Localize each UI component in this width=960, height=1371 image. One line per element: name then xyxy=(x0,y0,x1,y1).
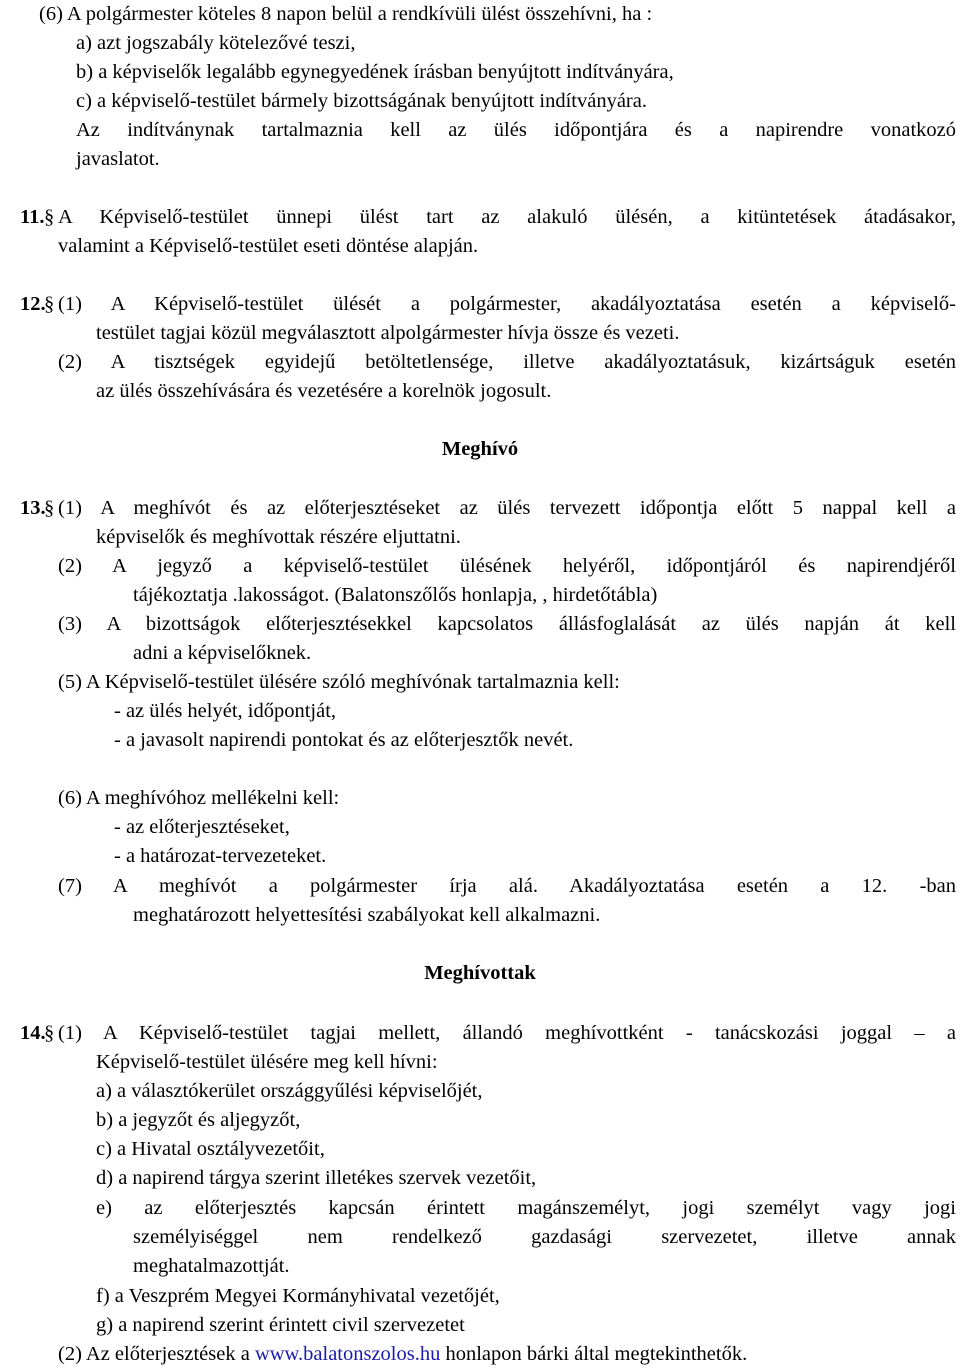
s12-p2-line-2: az ülés összehívására és vezetésére a korelnök jogosult. xyxy=(96,380,552,402)
s10-note-line-2: javaslatot. xyxy=(76,148,160,170)
s14-p1-line-1: (1) A Képviselő-testület tagjai mellett, állandó meghívottként - tanácskozási joggal – a xyxy=(58,1022,956,1044)
section-sign-13: § xyxy=(44,497,55,519)
s13-p3-line-1: (3) A bizottságok előterjesztésekkel kapcsolatos állásfoglalását az ülés napján át kell xyxy=(58,613,956,635)
s13-p6-item-1: - az előterjesztéseket, xyxy=(114,816,290,838)
s13-p1-line-1: (1) A meghívót és az előterjesztéseket az ülés tervezett időpontja előtt 5 nappal kell a xyxy=(58,497,956,519)
section-sign-11: § xyxy=(44,206,55,228)
s10-item-b: b) a képviselők legalább egynegyedének írásban benyújtott indítványára, xyxy=(76,61,674,83)
s12-p2-line-1: (2) A tisztségek egyidejű betöltetlensége, illetve akadályoztatásuk, kizártságuk esetén xyxy=(58,351,956,373)
s13-p5-item-2: - a javasolt napirendi pontokat és az előterjesztők nevét. xyxy=(114,729,574,751)
s10-line-1: (6) A polgármester köteles 8 napon belül a rendkívüli ülést összehívni, ha : xyxy=(39,3,653,25)
s14-p2 xyxy=(58,1340,747,1370)
s13-p2-line-2: tájékoztatja .lakosságot. (Balatonszőlős honlapja, , hirdetőtábla) xyxy=(133,584,658,606)
s10-item-a: a) azt jogszabály kötelezővé teszi, xyxy=(76,32,356,54)
s10-note-line-1: Az indítványnak tartalmaznia kell az ülés időpontjára és a napirendre vonatkozó xyxy=(76,119,956,141)
s13-p5-item-1: - az ülés helyét, időpontját, xyxy=(114,700,337,722)
s14-item-e-line-2: személyiséggel nem rendelkező gazdasági szervezetet, illetve annak xyxy=(133,1226,956,1248)
section-11-number: 11. xyxy=(20,206,45,228)
s12-p1-line-1: (1) A Képviselő-testület ülését a polgármester, akadályoztatása esetén a képviselő- xyxy=(58,293,956,315)
s14-item-f: f) a Veszprém Megyei Kormányhivatal vezetőjét, xyxy=(96,1285,500,1307)
s14-item-b: b) a jegyzőt és aljegyzőt, xyxy=(96,1109,301,1131)
s13-p3-line-2: adni a képviselőknek. xyxy=(133,642,312,664)
s14-p2-text-before: (2) Az előterjesztések a xyxy=(58,1343,255,1365)
s13-p6: (6) A meghívóhoz mellékelni kell: xyxy=(58,787,340,809)
s13-p1-line-2: képviselők és meghívottak részére eljuttatni. xyxy=(96,526,461,548)
s14-p2-text-after: honlapon bárki által megtekinthetők. xyxy=(440,1343,748,1365)
s13-p7-line-1: (7) A meghívót a polgármester írja alá. Akadályoztatása esetén a 12. -ban xyxy=(58,875,956,897)
heading-meghivo: Meghívó xyxy=(441,438,519,460)
s13-p5: (5) A Képviselő-testület ülésére szóló meghívónak tartalmaznia kell: xyxy=(58,671,620,693)
s14-item-a: a) a választókerület országgyűlési képviselőjét, xyxy=(96,1080,483,1102)
s13-p2-line-1: (2) A jegyző a képviselő-testület ülésének helyéről, időpontjáról és napirendjéről xyxy=(58,555,956,577)
s12-p1-line-2: testület tagjai közül megválasztott alpolgármester hívja össze és vezeti. xyxy=(96,322,680,344)
s14-item-g: g) a napirend szerint érintett civil szervezetet xyxy=(96,1314,465,1336)
s14-item-c: c) a Hivatal osztályvezetőit, xyxy=(96,1138,325,1160)
s14-item-e-line-3: meghatalmazottját. xyxy=(133,1255,290,1277)
s13-p6-item-2: - a határozat-tervezeteket. xyxy=(114,845,327,867)
section-sign-12: § xyxy=(44,293,55,315)
s14-item-e-line-1: e) az előterjesztés kapcsán érintett magánszemélyt, jogi személyt vagy jogi xyxy=(96,1197,956,1219)
s11-line-1: A Képviselő-testület ünnepi ülést tart az alakuló ülésén, a kitüntetések átadásakor, xyxy=(58,206,956,228)
heading-meghivottak: Meghívottak xyxy=(424,962,536,984)
s10-item-c: c) a képviselő-testület bármely bizottságának benyújtott indítványára. xyxy=(76,90,647,112)
website-link[interactable]: www.balatonszolos.hu xyxy=(254,1343,441,1365)
s13-p7-line-2: meghatározott helyettesítési szabályokat kell alkalmazni. xyxy=(133,904,601,926)
s11-line-2: valamint a Képviselő-testület eseti döntése alapján. xyxy=(58,235,479,257)
section-14-number: 14. xyxy=(20,1022,46,1044)
section-12-number: 12. xyxy=(20,293,46,315)
section-13-number: 13. xyxy=(20,497,46,519)
s14-p1-line-2: Képviselő-testület ülésére meg kell hívni: xyxy=(96,1051,438,1073)
section-sign-14: § xyxy=(44,1022,55,1044)
s14-item-d: d) a napirend tárgya szerint illetékes szervek vezetőit, xyxy=(96,1167,537,1189)
